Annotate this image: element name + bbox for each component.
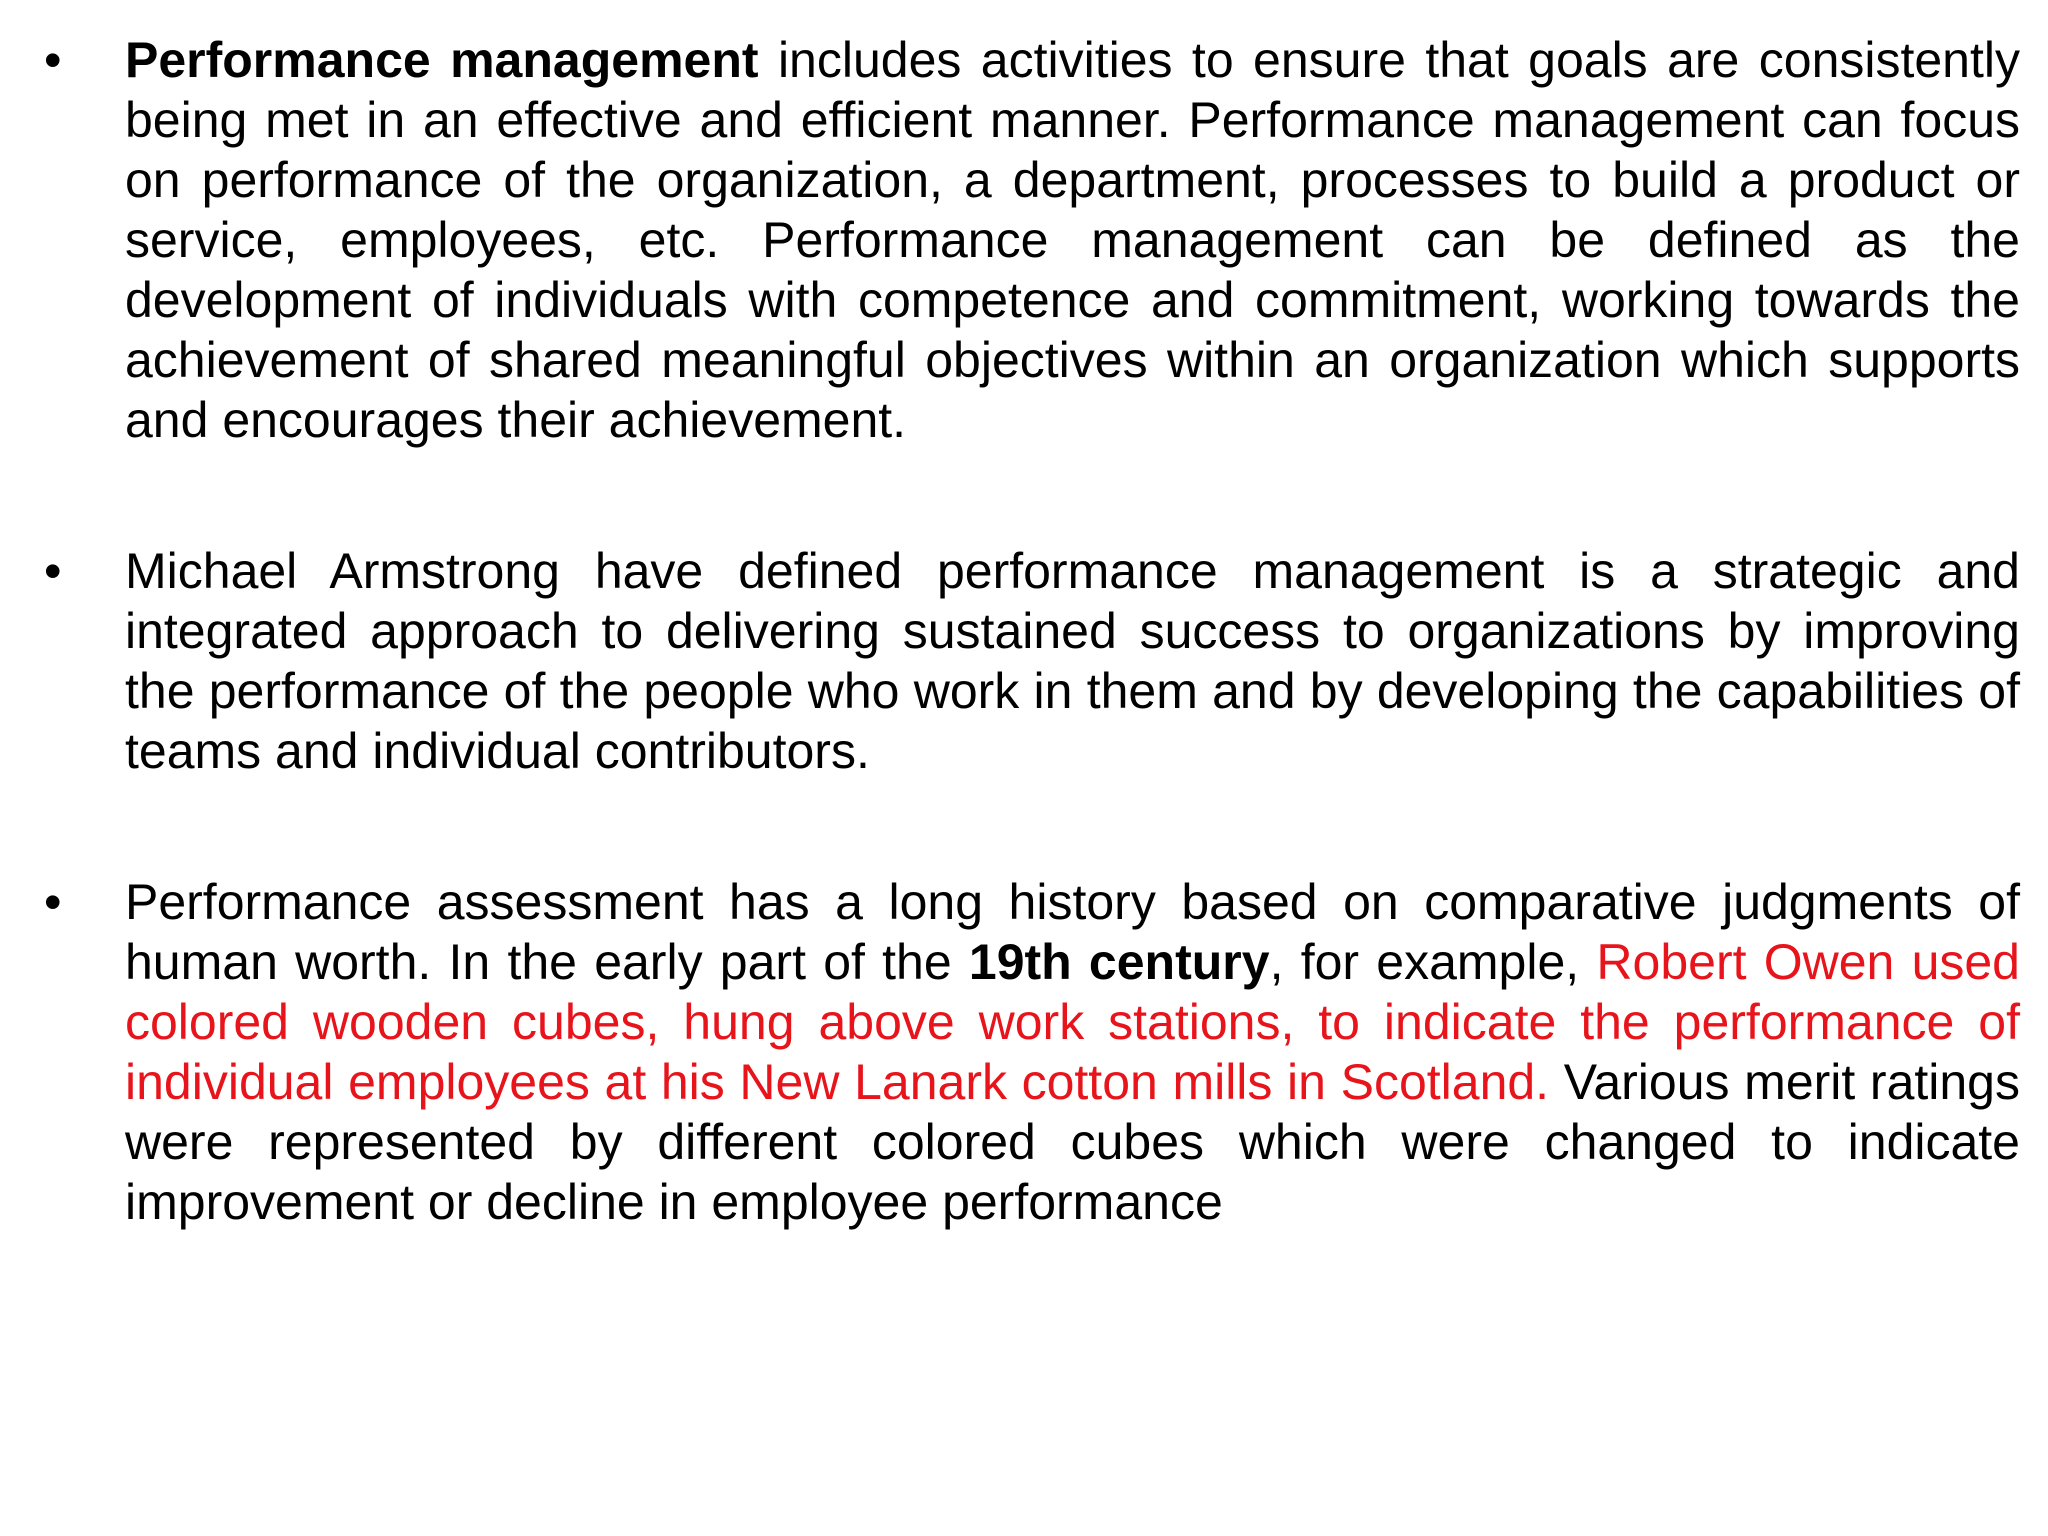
bold-term: Performance management [125, 32, 759, 88]
bullet-item-armstrong-definition [40, 541, 2020, 781]
bullet-text [125, 541, 2020, 781]
paragraph-text: , for example, [1269, 934, 1597, 990]
paragraph-text: includes activities to ensure that goals are consistently being met in an effective and efficient manner. Performance management can focus on performance of the organization, a department, processes to build a product or service, employees, etc. Performance management can be defined as the development of individuals with competence and commitment, working towards the achievement of shared meaningful objectives within an organization which supports and encourages their achievement. [125, 32, 2020, 448]
bullet-text [125, 30, 2020, 450]
paragraph-text: Michael Armstrong have defined performance management is a strategic and integrated approach to delivering sustained success to organizations by improving the performance of the people who work in them and by developing the capabilities of teams and individual contributors. [125, 543, 2020, 779]
bullet-list [40, 30, 2020, 1232]
bullet-item-performance-management [40, 30, 2020, 450]
bullet-item-performance-assessment-history [40, 872, 2020, 1232]
bullet-text [125, 872, 2020, 1232]
highlighted-text: Robert Owen used colored wooden cubes, hung above work stations, to indicate the performance of individual employees at his New Lanark cotton mills in Scotland. [125, 934, 2020, 1110]
bullet-marker: • [44, 874, 62, 930]
bullet-marker: • [44, 32, 62, 88]
bold-term: 19th century [968, 934, 1270, 990]
paragraph-text: Various merit ratings were represented by different colored cubes which were changed to indicate improvement or decline in employee performance [125, 1054, 2020, 1230]
paragraph-text: Performance assessment has a long history based on comparative judgments of human worth. In the early part of the [125, 874, 2020, 990]
bullet-marker: • [44, 543, 62, 599]
